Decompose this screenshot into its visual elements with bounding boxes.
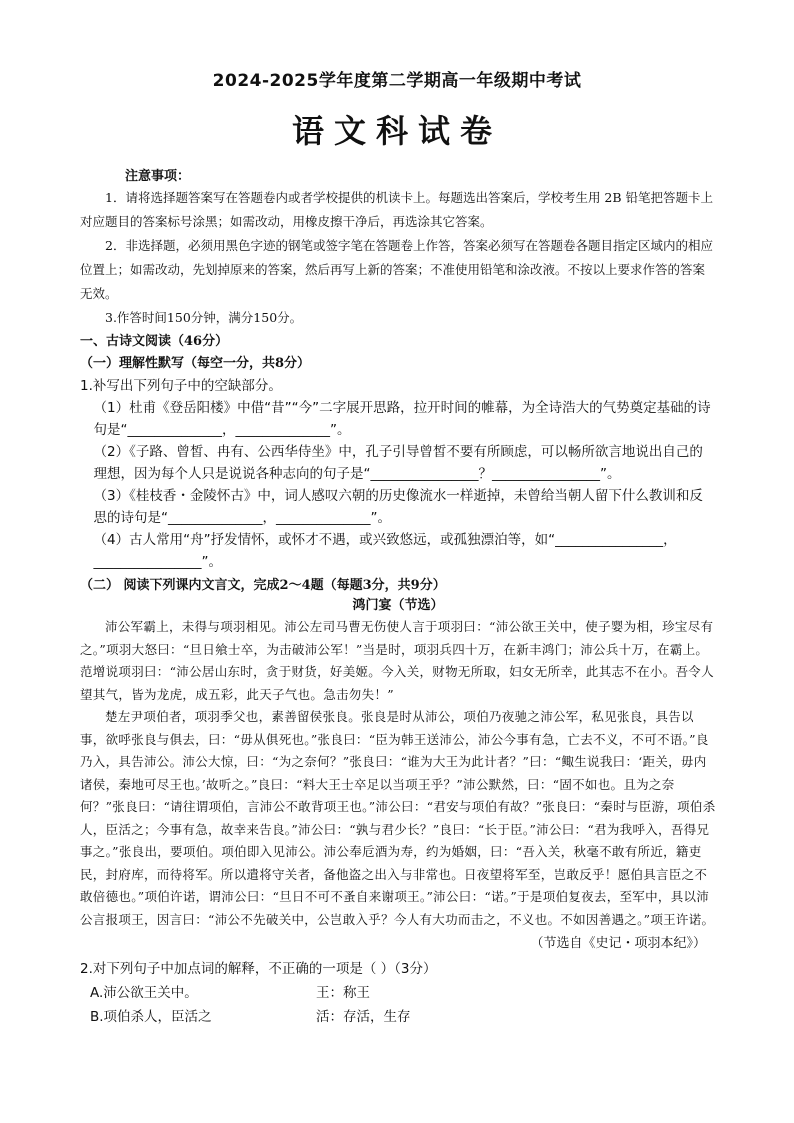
exam-title: 2024-2025学年度第二学期高一年级期中考试 — [212, 71, 582, 91]
option-a-explanation: 王：称王 — [316, 985, 370, 1001]
notes-heading: 注意事项： — [125, 169, 191, 184]
question-1-item-3: （3）《桂枝香・金陵怀古》中，词人感叹六朝的历史像流水一样逝掉，未曾给当朝人留下什么教训和反思的诗句是“______________，______________”。 — [93, 488, 703, 526]
note-item-3: 3.作答时间150分钟，满分150分。 — [105, 310, 303, 325]
subject-title: 语文科试卷 — [291, 112, 502, 150]
question-2-option-b — [80, 1005, 716, 1029]
question-2-stem: 2.对下列句子中加点词的解释，不正确的一项是（ ）（3分） — [80, 961, 437, 977]
option-a-sentence: A.沛公欲王关中。 — [90, 985, 198, 1001]
question-1-stem: 1.补写出下列句子中的空缺部分。 — [80, 378, 282, 394]
passage-source: （节选自《史记・项羽本纪》） — [530, 936, 706, 951]
question-2-option-a — [80, 981, 716, 1005]
note-item-1: 1．请将选择题答案写在答题卷内或者学校提供的机读卡上。每题选出答案后，学校考生用 2B 铅笔把答题卡上对应题目的答案标号涂黑；如需改动，用橡皮擦干净后，再选涂其它答案。 — [80, 190, 714, 229]
option-b-explanation: 活：存活，生存 — [316, 1009, 411, 1025]
passage-paragraph-1: 沛公军霸上，未得与项羽相见。沛公左司马曹无伤使人言于项羽曰：“沛公欲王关中，使子婴为相，珍宝尽有之。”项羽大怒曰：“旦日飨士卒，为击破沛公军！”当是时，项羽兵四十万，在新丰鸿门；沛公兵十万，在霸上。范增说项羽曰：“沛公居山东时，贪于财货，好美姬。今入关，财物无所取，妇女无所幸，此其志不在小。吾令人望其气，皆为龙虎，成五彩，此天子气也。急击勿失！” — [80, 619, 714, 702]
part-two-heading: （二） 阅读下列课内文言文，完成2～4题（每题3分，共9分） — [80, 578, 446, 593]
question-1-item-1: （1）杜甫《登岳阳楼》中借“昔”“今”二字展开思路，拉开时间的帷幕，为全诗浩大的气势奠定基础的诗句是“______________，______________”。 — [93, 400, 711, 438]
question-1-item-2: （2）《子路、曾皙、冉有、公西华侍坐》中，孔子引导曾皙不要有所顾虑，可以畅所欲言地说出自己的理想，因为每个人只是说说各种志向的句子是“________________？________________”。 — [93, 444, 703, 482]
part-one-heading: （一）理解性默写（每空一分，共8分） — [80, 356, 311, 371]
notes-list — [80, 186, 716, 330]
question-1-item-4: （4）古人常用“舟”抒发情怀，或怀才不遇，或兴致悠远，或孤独漂泊等，如“________________，________________”。 — [93, 532, 677, 570]
passage-title: 鸿门宴（节选） — [352, 598, 444, 613]
option-b-sentence: B.项伯杀人，臣活之 — [90, 1009, 212, 1025]
passage-paragraph-2: 楚左尹项伯者，项羽季父也，素善留侯张良。张良是时从沛公，项伯乃夜驰之沛公军，私见张良，具告以事，欲呼张良与俱去，曰：“毋从俱死也。”张良曰：“臣为韩王送沛公，沛公今事有急，亡去不义，不可不语。”良乃入，具告沛公。沛公大惊，曰：“为之奈何？”张良曰：“谁为大王为此计者？”曰：“鲰生说我曰：‘距关，毋内诸侯，秦地可尽王也。’故听之。”良曰：“料大王士卒足以当项王乎？”沛公默然，曰：“固不如也。且为之奈何？”张良曰：“请往谓项伯，言沛公不敢背项王也。”沛公曰：“君安与项伯有故？”张良曰：“秦时与臣游，项伯杀人，臣活之；今事有急，故幸来告良。”沛公曰：“孰与君少长？”良曰：“长于臣。”沛公曰：“君为我呼入，吾得兄事之。”张良出，要项伯。项伯即入见沛公。沛公奉卮酒为寿，约为婚姻，曰：“吾入关，秋毫不敢有所近，籍吏民，封府库，而待将军。所以遣将守关者，备他盗之出入与非常也。日夜望将军至，岂敢反乎！愿伯具言臣之不敢倍德也。”项伯许诺，谓沛公曰：“旦日不可不蚤自来谢项王。”沛公曰：“诺。”于是项伯复夜去，至军中，具以沛公言报项王，因言曰：“沛公不先破关中，公岂敢入乎？今人有大功而击之，不义也。不如因善遇之。”项王许诺。 — [80, 709, 716, 927]
section-one-heading: 一、古诗文阅读（46分） — [80, 334, 229, 349]
section-one — [80, 331, 716, 573]
note-item-2: 2．非选择题，必须用黑色字迹的钢笔或签字笔在答题卷上作答，答案必须写在答题卷各题目指定区域内的相应位置上；如需改动，先划掉原来的答案，然后再写上新的答案；不准使用铅笔和涂改液。不按以上要求作答的答案无效。 — [80, 238, 713, 301]
part-two — [80, 576, 716, 1029]
